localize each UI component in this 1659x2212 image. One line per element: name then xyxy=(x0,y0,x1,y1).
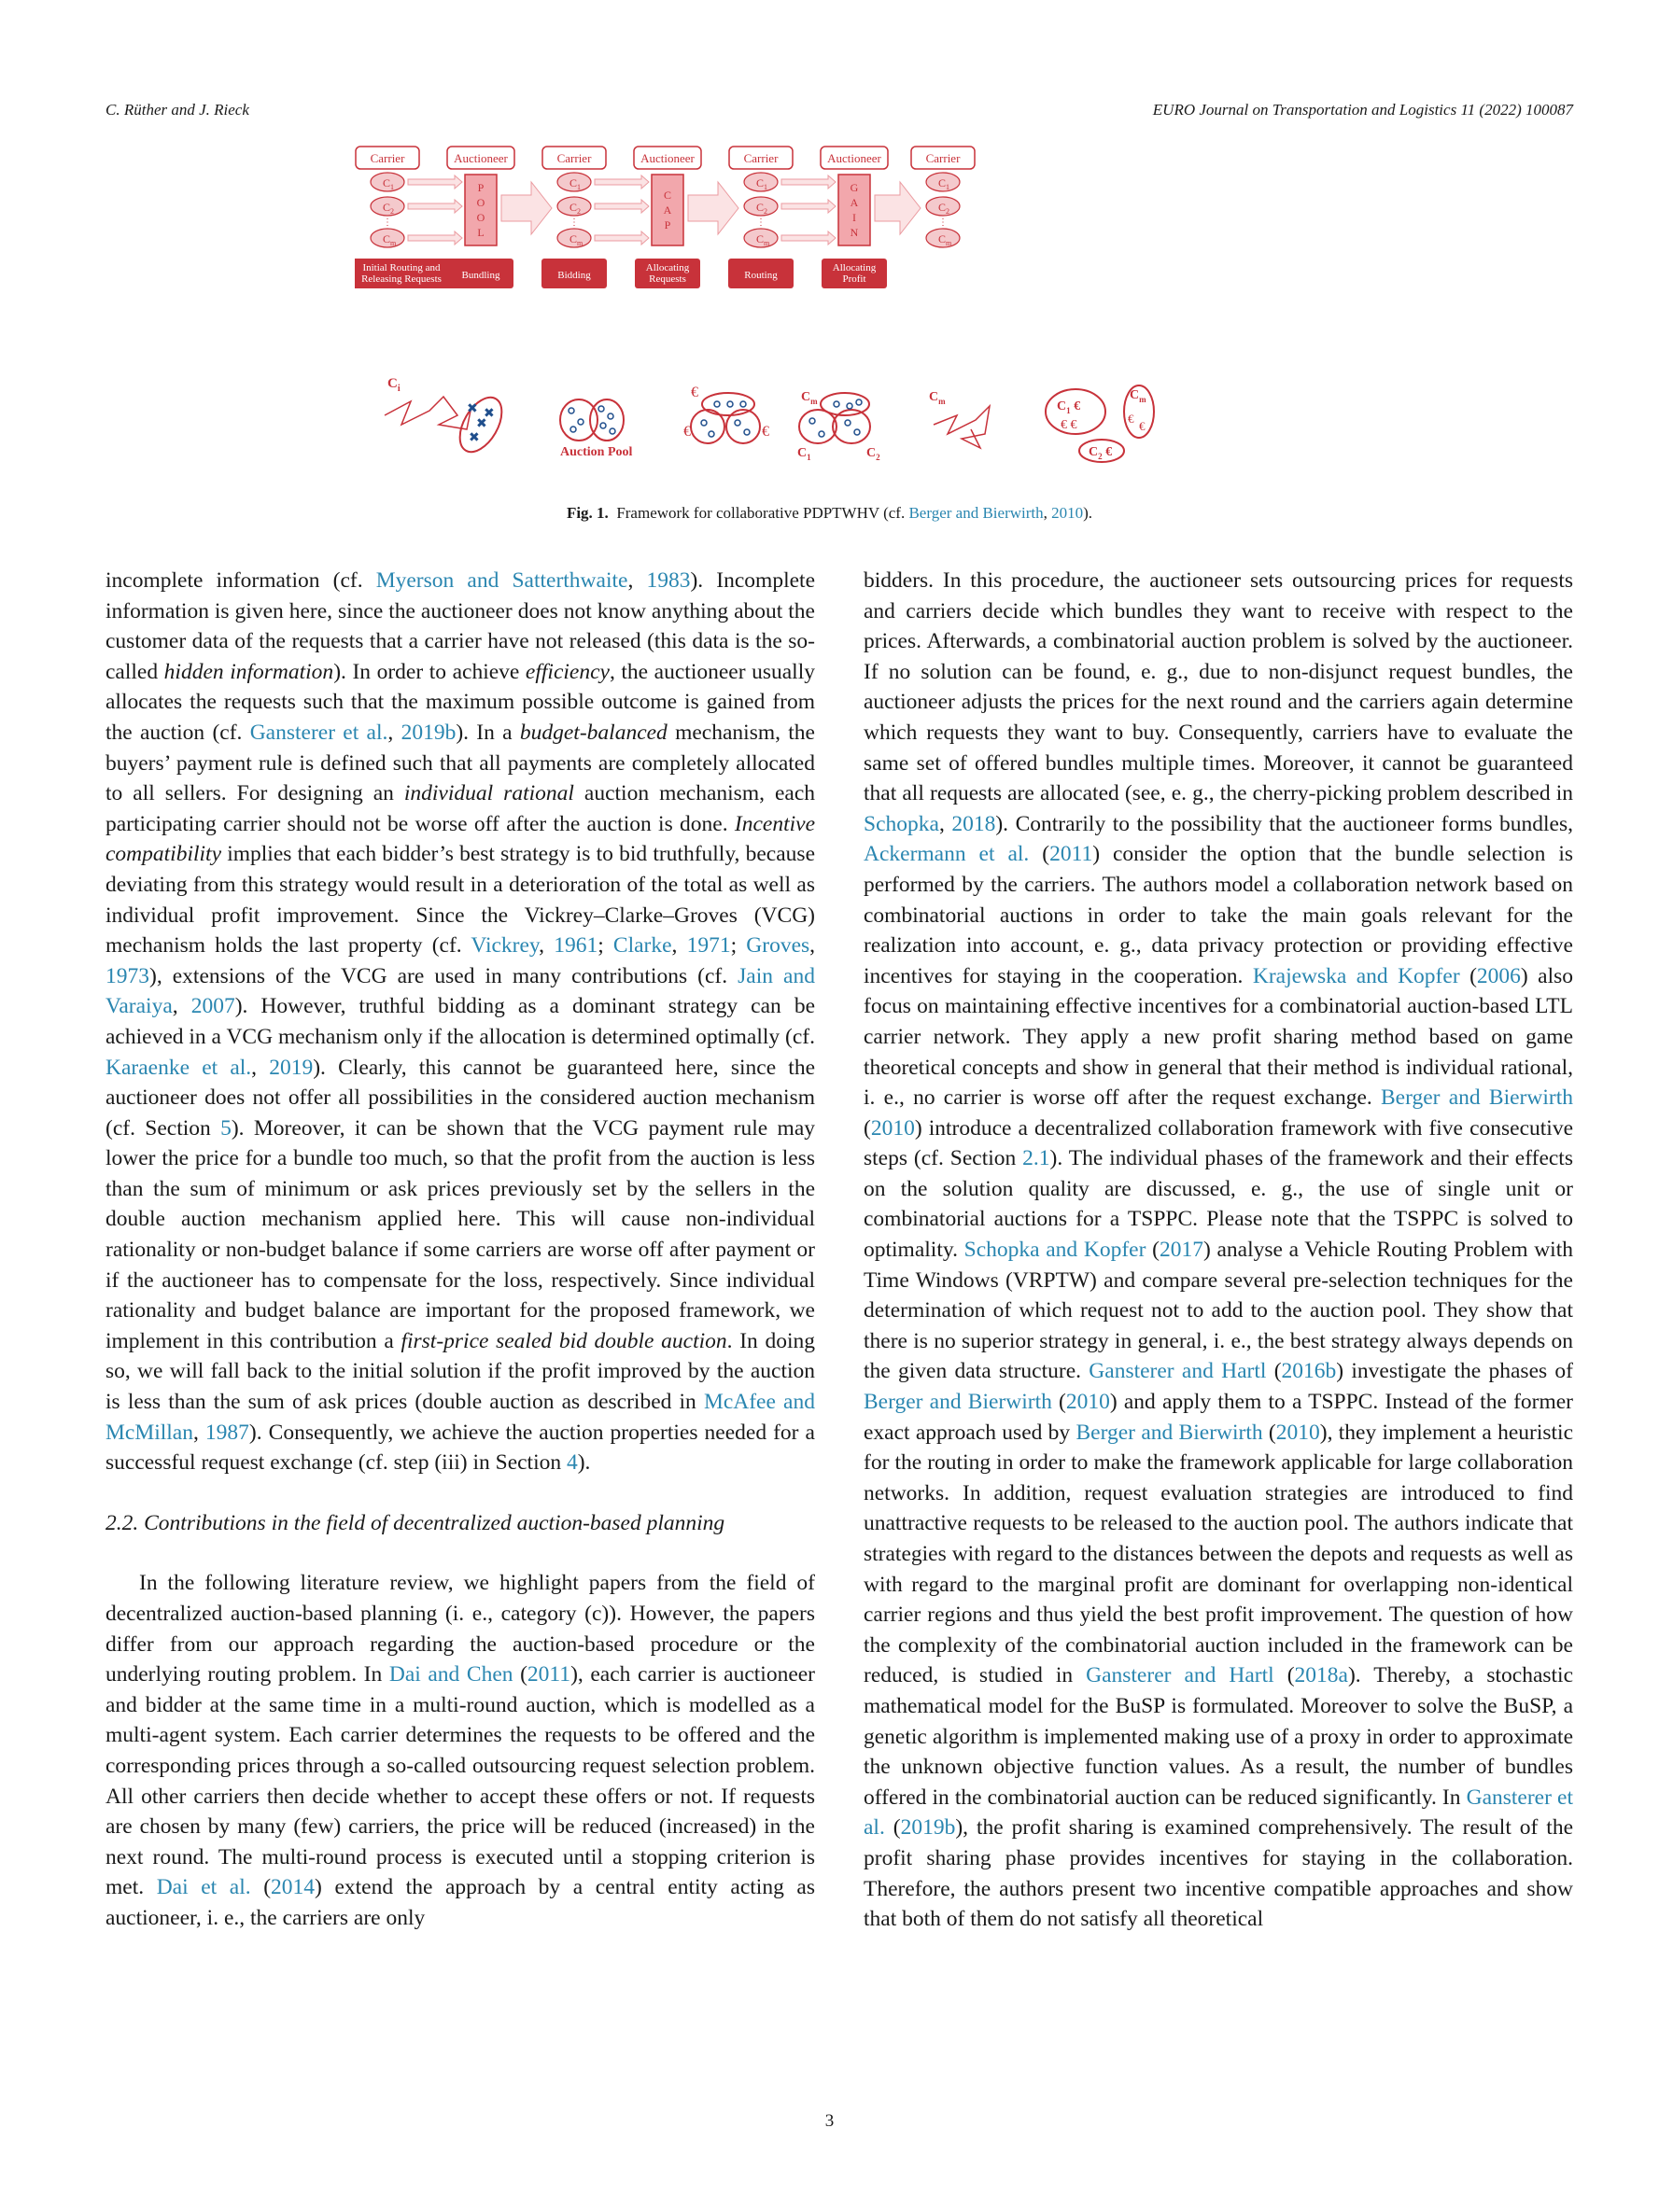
carrier-header-label: Carrier xyxy=(743,151,779,165)
svg-text:L: L xyxy=(477,226,485,239)
running-header-authors: C. Rüther and J. Rieck xyxy=(105,101,249,119)
phase-label-text: Allocating xyxy=(832,262,877,273)
svg-text:I: I xyxy=(852,211,856,224)
phase-label-text: Requests xyxy=(649,273,686,285)
phase-illustrations xyxy=(385,376,1154,462)
auctioneer-header-label: Auctioneer xyxy=(640,151,695,165)
paragraph: In the following literature review, we highlight papers from the field of decentralized auction-based planning (i. e., category (c)). However, the papers differ from our approach regarding the auction-based procedure or the underlying routing problem. In Dai and Chen (2011), each carrier is auctioneer and bidder at the same time in a multi-round auction, which is modelled as a multi-agent system. Each carrier determines the requests to be offered and the corresponding prices through a so-called outsourcing request selection problem. All other carriers then decide whether to accept these offers or not. If requests are chosen by many (few) carriers, the price will be reduced (increased) in the next round. The multi-round process is executed until a stopping criterion is met. Dai et al. (2014) extend the approach by a central entity acting as auctioneer, i. e., the carriers are only xyxy=(105,1571,816,1930)
svg-text:✖: ✖ xyxy=(469,431,480,445)
phase-label-text: Routing xyxy=(744,270,778,281)
svg-text:Cm: $C_m$ xyxy=(1130,388,1146,404)
svg-text:G: G xyxy=(850,181,859,194)
svg-text:€: € xyxy=(1128,412,1134,426)
carrier-header-label: Carrier xyxy=(925,151,961,165)
figure-caption: Fig. 1. Framework for collaborative PDPTWHV (cf. Berger and Bierwirth, 2010). xyxy=(566,504,1093,522)
left-column xyxy=(105,566,815,1934)
svg-text:O: O xyxy=(476,196,485,209)
svg-text:C1 €: $C_1$ € xyxy=(1057,399,1081,415)
svg-text:C2: $C_2$ xyxy=(866,446,880,462)
svg-text:C2: $C_2$ xyxy=(938,201,950,216)
svg-text:⋮: ⋮ xyxy=(938,217,948,228)
phase-label-text: Bundling xyxy=(461,270,500,281)
caption-citation-year[interactable]: 2010 xyxy=(1051,504,1084,522)
svg-text:Cm: $C_m$ xyxy=(756,232,770,247)
phase-label-text: Initial Routing and xyxy=(362,262,441,273)
svg-text:C1: $C_1$ xyxy=(797,446,811,462)
carrier-header-label: Carrier xyxy=(370,151,405,165)
svg-text:A: A xyxy=(850,196,859,209)
caption-label: Fig. 1. xyxy=(566,504,609,522)
svg-text:O: O xyxy=(476,211,485,224)
svg-text:C1: $C_1$ xyxy=(938,176,950,191)
svg-text:C: C xyxy=(663,189,672,202)
svg-text:✖: ✖ xyxy=(467,402,478,416)
ci-label: $C_i$ xyxy=(387,376,401,394)
svg-text:⋮: ⋮ xyxy=(756,217,766,228)
svg-text:C2 €: $C_2$ € xyxy=(1089,445,1113,461)
caption-text: Framework for collaborative PDPTWHV (cf. xyxy=(616,504,909,522)
svg-text:⋮: ⋮ xyxy=(569,217,579,228)
svg-text:⋮: ⋮ xyxy=(383,217,392,228)
svg-text:N: N xyxy=(850,226,859,239)
svg-text:€: € xyxy=(691,385,698,400)
phase-label-text: Allocating xyxy=(645,262,690,273)
svg-text:Cm: $C_m$ xyxy=(929,390,946,406)
svg-text:C1: $C_1$ xyxy=(569,176,582,191)
svg-text:Cm: $C_m$ xyxy=(801,390,818,406)
phase-label-text: Releasing Requests xyxy=(361,273,442,285)
caption-citation-link[interactable]: Berger and Bierwirth xyxy=(908,504,1044,522)
svg-text:✖: ✖ xyxy=(476,417,487,431)
svg-text:C2: $C_2$ xyxy=(383,201,395,216)
svg-text:C2: $C_2$ xyxy=(756,201,768,216)
paragraph: incomplete information (cf. Myerson and Satterthwaite, 1983). Incomplete information is given here, since the auctioneer does not know anything about the customer data of the requests that a carrier have not released (this data is the so-called hidden information). In order to achieve efficiency, the auctioneer usually allocates the requests such that the maximum possible outcome is gained from the auction (cf. Gansterer et al., 2019b). In a budget-balanced mechanism, the buyers’ payment rule is defined such that all payments are completely allocated to all sellers. For designing an individual rational auction mechanism, each participating carrier should not be worse off after the auction is done. Incentive compatibility implies that each bidder’s best strategy is to bid truthfully, because deviating from this strategy would result in a deterioration of the total as well as individual profit improvement. Since the Vickrey–Clarke–Groves (VCG) mechanism holds the last property (cf. Vickrey, 1961; Clarke, 1971; Groves, 1973), extensions of the VCG are used in many contributions (cf. Jain and Varaiya, 2007). However, truthful bidding as a dominant strategy can be achieved in a VCG mechanism only if the allocation is determined optimally (cf. Karaenke et al., 2019). Clearly, this cannot be guaranteed here, since the auctioneer does not offer all possibilities in the considered auction mechanism (cf. Section 5). Moreover, it can be shown that the VCG payment rule may lower the price for a bundle too much, so that the profit from the auction is less than the sum of minimum or ask prices previously set by the sellers in the double auction mechanism applied here. This will cause non-individual rationality or non-budget balance if some carriers are worse off after payment or if the auctioneer has to compensate for the loss, respectively. Since individual rationality and budget balance are important for the proposed framework, we implement in this contribution a first-price sealed bid double auction. In doing so, we will fall back to the initial solution if the profit improved by the auction is less than the sum of ask prices (double auction as described in McAfee and McMillan, 1987). Consequently, we achieve the auction properties needed for a successful request exchange (cf. step (iii) in Section 4). xyxy=(105,568,816,1476)
auctioneer-header-label: Auctioneer xyxy=(454,151,508,165)
auctioneer-header-label: Auctioneer xyxy=(827,151,881,165)
section-title: 2.2. Contributions in the field of decentralized auction-based planning xyxy=(105,1510,725,1535)
page-number: 3 xyxy=(824,2111,835,2131)
svg-text:Cm: $C_m$ xyxy=(938,232,952,247)
svg-text:P: P xyxy=(477,181,485,194)
running-header-journal: EURO Journal on Transportation and Logistics 11 (2022) 100087 xyxy=(1152,101,1573,119)
svg-text:€: € xyxy=(1139,419,1146,433)
svg-text:C1: $C_1$ xyxy=(756,176,768,191)
svg-text:C2: $C_2$ xyxy=(569,201,582,216)
svg-text:✖: ✖ xyxy=(484,407,495,421)
svg-text:€ €: € € xyxy=(1061,418,1077,432)
svg-text:P: P xyxy=(664,218,671,231)
phase-label-text: Profit xyxy=(842,273,866,285)
svg-text:€: € xyxy=(683,424,691,440)
paragraph: bidders. In this procedure, the auctioneer sets outsourcing prices for requests and carriers decide which bundles they want to receive with respect to the prices. Afterwards, a combinatorial auction problem is solved by the auctioneer. If no solution can be found, e. g., due to non-disjunct request bundles, the auctioneer adjusts the prices for the next round and the carriers again determine which requests they want to buy. Consequently, carriers have to evaluate the same set of offered bundles multiple times. Moreover, it cannot be guaranteed that all requests are allocated (see, e. g., the cherry-picking problem described in Schopka, 2018). Contrarily to the possibility that the auctioneer forms bundles, Ackermann et al. (2011) consider the option that the bundle selection is performed by the carriers. The authors model a collaboration network based on combinatorial auctions in order to take the main goals relevant for the realization into account, e. g., data privacy protection or providing effective incentives for staying in the cooperation. Krajewska and Kopfer (2006) also focus on maintaining effective incentives for a combinatorial auction-based LTL carrier network. They apply a new profit sharing method based on game theoretical concepts and show in general that their method is individual rational, i. e., no carrier is worse off after the request exchange. Berger and Bierwirth (2010) introduce a decentralized collaboration framework with five consecutive steps (cf. Section 2.1). The individual phases of the framework and their effects on the solution quality are discussed, e. g., the use of single unit or combinatorial auctions for a TSPPC. Please note that the TSPPC is solved to optimality. Schopka and Kopfer (2017) analyse a Vehicle Routing Problem with Time Windows (VRPTW) and compare several pre-selection techniques for the determination of which request not to add to the auction pool. They show that there is no superior strategy in general, i. e., the best strategy always depends on the given data structure. Gansterer and Hartl (2016b) investigate the phases of Berger and Bierwirth (2010) and apply them to a TSPPC. Instead of the former exact approach used by Berger and Bierwirth (2010), they implement a heuristic for the routing in order to make the framework applicable for large collaboration networks. In addition, request evaluation strategies are introduced to find unattractive requests to be released to the auction pool. The authors indicate that strategies with regard to the distances between the depots and requests as well as with regard to the marginal profit are dominant for overlapping non-identical carrier regions and thus yield the best profit improvement. The question of how the complexity of the combinatorial auction included in the framework can be reduced, is studied in Gansterer and Hartl (2018a). Thereby, a stochastic mathematical model for the BuSP is formulated. Moreover to solve the BuSP, a genetic algorithm is implemented making use of a proxy in order to approximate the unknown objective function values. As a result, the number of bundles offered in the combinatorial auction can be reduced significantly. In Gansterer et al. (2019b), the profit sharing is examined comprehensively. The result of the profit sharing phase provides incentives for staying in the collaboration. Therefore, the authors present two incentive compatible approaches and show that both of them do not satisfy all theoretical xyxy=(864,568,1574,1932)
svg-text:C1: $C_1$ xyxy=(383,176,395,191)
phase-label-text: Bidding xyxy=(557,270,591,281)
svg-text:Cm: $C_m$ xyxy=(569,232,583,247)
svg-text:Cm: $C_m$ xyxy=(383,232,397,247)
auction-pool-label: Auction Pool xyxy=(560,445,633,459)
framework-figure xyxy=(355,145,1316,481)
svg-text:A: A xyxy=(663,203,672,217)
right-column xyxy=(864,566,1573,1935)
carrier-header-label: Carrier xyxy=(556,151,592,165)
svg-text:€: € xyxy=(762,424,769,440)
